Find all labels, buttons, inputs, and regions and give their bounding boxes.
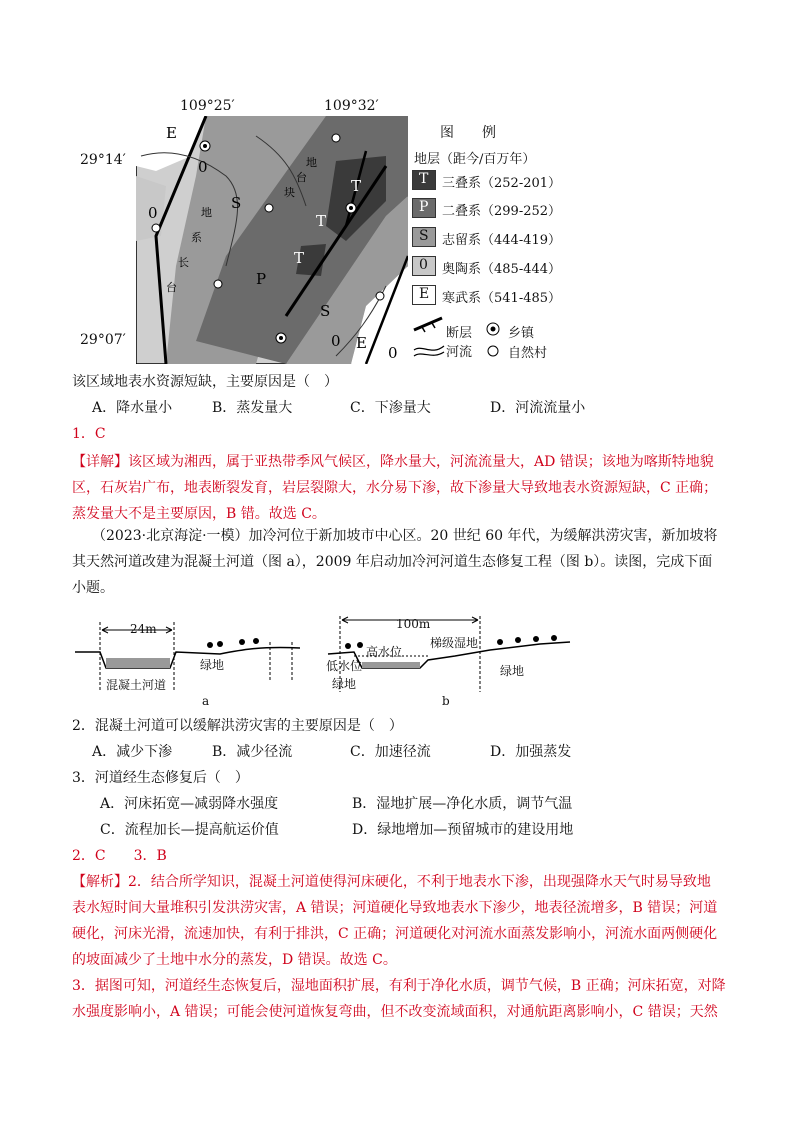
svg-text:S: S	[231, 194, 242, 212]
legend-fault-label: 断层	[446, 326, 473, 341]
legend-label-e: 寒武系（541-485）	[442, 291, 562, 306]
svg-text:地: 地	[201, 206, 212, 219]
svg-text:长: 长	[178, 256, 189, 269]
fig-a-width: 24m	[130, 622, 157, 636]
legend-subtitle: 地层（距今/百万年）	[414, 152, 536, 167]
village-icon	[214, 280, 222, 288]
svg-text:0: 0	[331, 332, 341, 350]
fig-b-wetland: 梯级湿地	[430, 636, 479, 650]
q3-option-a: A．河床拓宽—减弱降水强度	[100, 796, 279, 812]
fig-a-green: 绿地	[200, 658, 225, 672]
q2-option-c: C．加速径流	[350, 744, 431, 760]
lon-label-left: 109°25′	[180, 98, 235, 114]
svg-text:0: 0	[148, 204, 158, 222]
lat-label-bottom: 29°07′	[80, 332, 126, 348]
q3-option-c: C．流程加长—提高航运价值	[100, 822, 279, 838]
intro-line-3: 小题。	[72, 580, 114, 596]
legend-title: 图 例	[440, 125, 496, 141]
q3-option-b: B．湿地扩展—净化水质，调节气温	[352, 796, 573, 812]
legend-code-p: P	[419, 199, 429, 215]
intro-line-1: （2023·北京海淀·一模）加冷河位于新加坡市中心区。20 世纪 60 年代，为缓解洪涝灾害，新加坡将	[92, 528, 718, 544]
explain23-line-5: 3．据图可知，河道经生态恢复后，湿地面积扩展，有利于净化水质，调节气候，B 正确；河床拓宽，对降	[72, 978, 726, 994]
fig-a-channel: 混凝土河道	[106, 678, 167, 692]
svg-text:台: 台	[166, 281, 177, 294]
q1-option-d: D．河流流量小	[490, 400, 586, 416]
legend-label-p: 二叠系（299-252）	[442, 204, 562, 219]
legend-label-o: 奥陶系（485-444）	[442, 262, 562, 277]
q1-explain-line-3: 蒸发量大不是主要原因，B 错。故选 C。	[72, 506, 326, 522]
svg-text:系: 系	[191, 231, 202, 244]
legend-river-label: 河流	[446, 345, 473, 360]
geologic-map	[136, 116, 408, 364]
q2-option-d: D．加强蒸发	[490, 744, 572, 760]
q1-answer: 1．C	[72, 426, 106, 442]
legend-symbols-right	[484, 320, 502, 360]
q3-stem: 3．河道经生态修复后（ ）	[72, 770, 249, 786]
fig-b-low: 低水位	[326, 659, 363, 673]
q2-option-a: A．减少下渗	[92, 744, 173, 760]
village-icon	[376, 292, 384, 300]
legend-label-t: 三叠系（252-201）	[442, 176, 562, 191]
q3-option-d: D．绿地增加—预留城市的建设用地	[352, 822, 574, 838]
q1-option-c: C．下渗量大	[350, 400, 431, 416]
q2-option-b: B．减少径流	[212, 744, 293, 760]
village-icon	[152, 224, 160, 232]
legend-code-o: 0	[419, 257, 428, 273]
svg-text:0: 0	[388, 344, 398, 362]
legend-code-s: S	[419, 228, 429, 244]
legend-label-s: 志留系（444-419）	[442, 233, 562, 248]
lon-label-right: 109°32′	[324, 98, 379, 114]
svg-text:S: S	[320, 302, 331, 320]
legend-town-label: 乡镇	[508, 326, 535, 341]
q1-stem: 该区域地表水资源短缺，主要原因是（ ）	[72, 374, 338, 390]
intro-line-2: 其天然河道改建为混凝土河道（图 a），2009 年启动加冷河河道生态修复工程（图 b）。读图，完成下面	[72, 554, 713, 570]
q1-option-b: B．蒸发量大	[212, 400, 293, 416]
village-icon	[265, 204, 273, 212]
explain23-line-2: 表水短时间大量堆积引发洪涝灾害，A 错误；河道硬化导致地表水下渗少，地表径流增多，B 错误；河道	[72, 900, 718, 916]
explain23-line-3: 硬化，河床光滑，流速加快，有利于排洪，C 正确；河道硬化对河流水面蒸发影响小，河流水面两侧硬化	[72, 926, 718, 942]
fig-b-green-left: 绿地	[332, 677, 357, 691]
svg-text:T: T	[316, 212, 327, 230]
q1-option-a: A．降水量小	[92, 400, 173, 416]
svg-text:T: T	[294, 249, 305, 267]
lat-label-top: 29°14′	[80, 152, 126, 168]
legend-code-t: T	[419, 171, 429, 187]
legend-code-e: E	[419, 286, 430, 302]
explain23-line-4: 的坡面减少了土地中水分的蒸发，D 错误。故选 C。	[72, 952, 397, 968]
legend-symbols-left	[412, 316, 446, 360]
svg-text:E: E	[166, 124, 177, 142]
q1-explain-line-1: 【详解】该区域为湘西，属于亚热带季风气候区，降水量大，河流流量大，AD 错误；该地为喀斯特地貌	[72, 454, 714, 470]
fig-b-green-right: 绿地	[500, 664, 525, 678]
fig-b-high: 高水位	[366, 645, 403, 659]
legend-village-label: 自然村	[508, 346, 548, 361]
answers-2-3: 2．C 3．B	[72, 848, 167, 864]
svg-text:T: T	[351, 177, 362, 195]
fig-b-caption: b	[442, 694, 450, 708]
explain23-line-1: 【解析】2．结合所学知识，混凝土河道使得河床硬化，不利于地表水下渗，出现强降水天气时易导致地	[72, 874, 711, 890]
svg-text:台: 台	[296, 171, 307, 184]
village-icon	[332, 134, 340, 142]
svg-text:0: 0	[198, 158, 208, 176]
explain23-line-6: 水强度影响小，A 错误；可能会使河道恢复弯曲，但不改变流域面积，对通航距离影响小，C 错误；天然	[72, 1004, 718, 1020]
q2-stem: 2．混凝土河道可以缓解洪涝灾害的主要原因是（ ）	[72, 718, 403, 734]
svg-text:块: 块	[284, 186, 295, 199]
q1-explain-line-2: 区，石灰岩广布，地表断裂发育，岩层裂隙大，水分易下渗，故下渗量大导致地表水资源短缺，C 正确；	[72, 480, 718, 496]
fig-a-caption: a	[202, 694, 210, 708]
svg-text:E: E	[356, 334, 367, 352]
svg-text:地: 地	[306, 156, 317, 169]
fig-b-width: 100m	[396, 617, 431, 631]
svg-text:P: P	[256, 270, 267, 288]
